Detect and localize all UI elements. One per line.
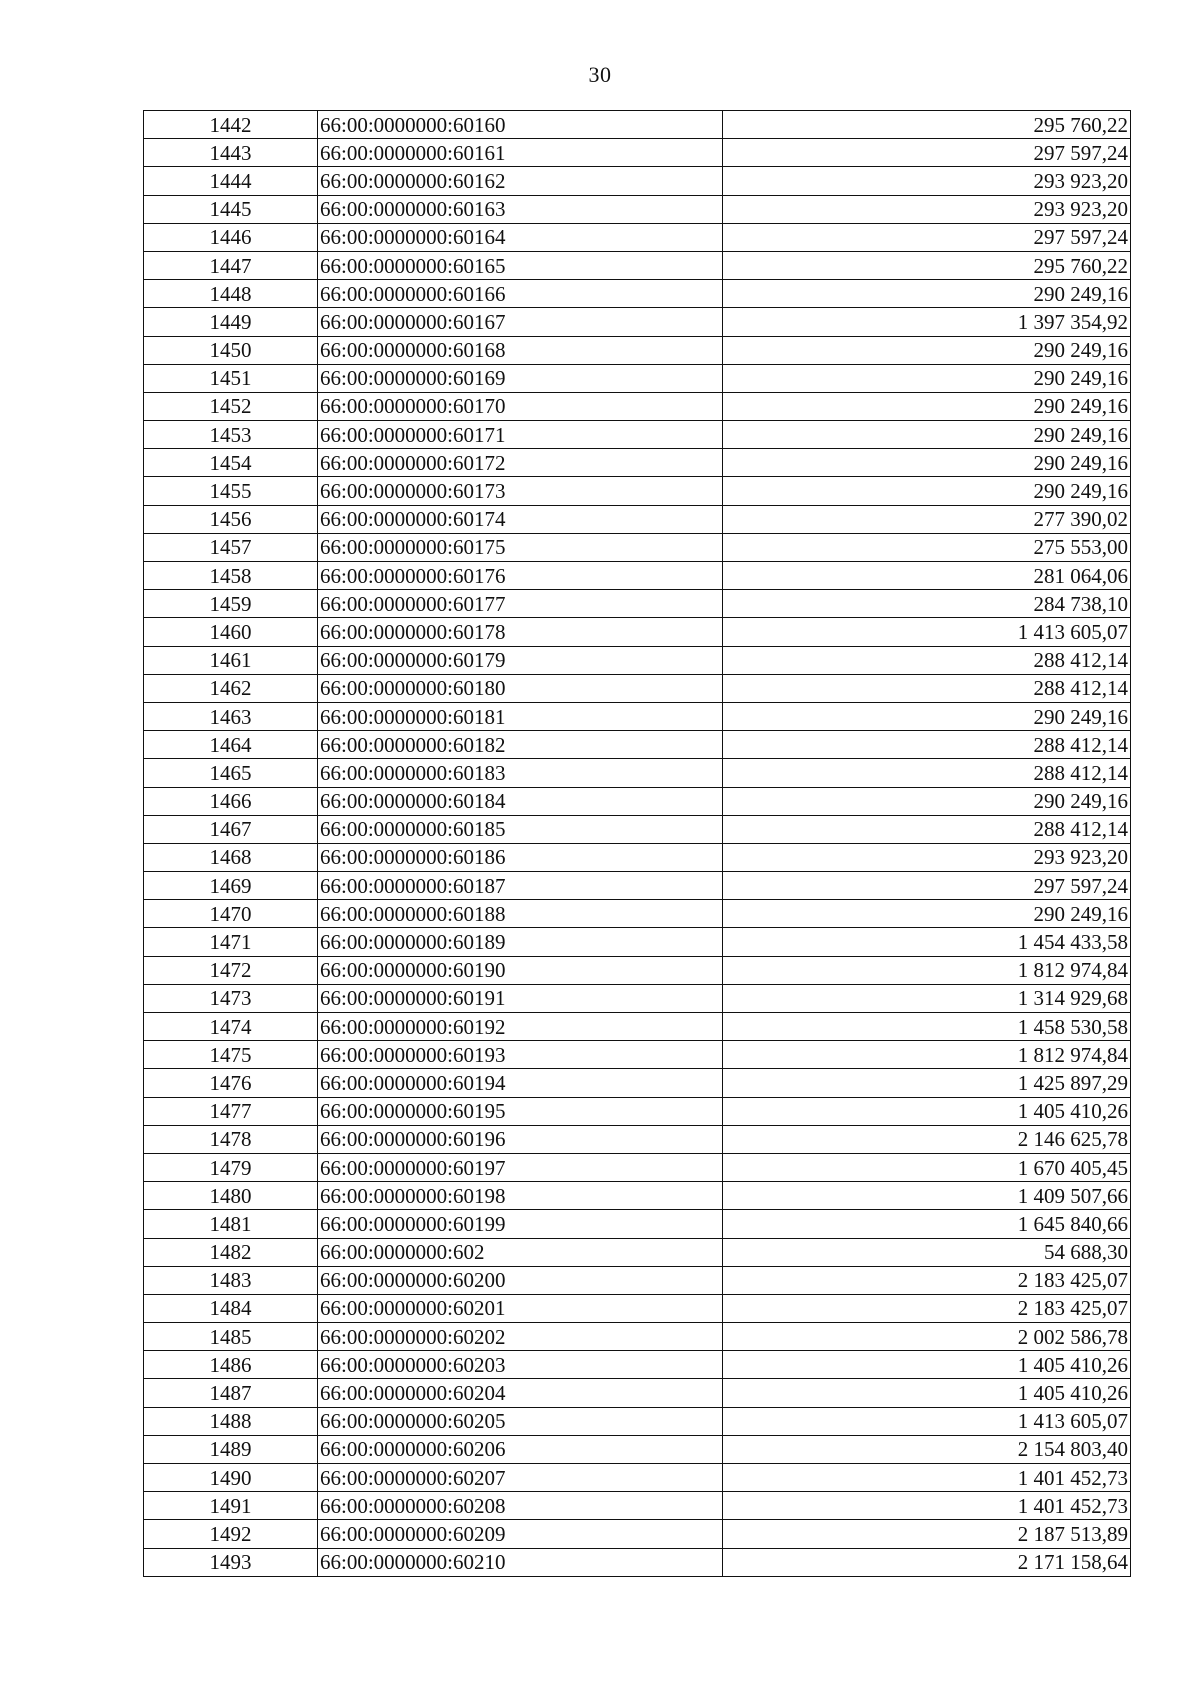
row-number-cell: 1474 (144, 1013, 318, 1041)
row-number-cell: 1459 (144, 590, 318, 618)
cadastral-number-cell: 66:00:0000000:60177 (318, 590, 723, 618)
cadastral-value-cell: 1 812 974,84 (723, 1041, 1131, 1069)
row-number-cell: 1493 (144, 1548, 318, 1576)
cadastral-value-cell: 290 249,16 (723, 392, 1131, 420)
row-number-cell: 1476 (144, 1069, 318, 1097)
table-row (144, 1351, 1131, 1379)
cadastral-value-cell: 293 923,20 (723, 195, 1131, 223)
table-row (144, 139, 1131, 167)
row-number-cell: 1479 (144, 1153, 318, 1181)
table-row (144, 392, 1131, 420)
cadastral-value-cell: 1 413 605,07 (723, 1407, 1131, 1435)
row-number-cell: 1488 (144, 1407, 318, 1435)
cadastral-number-cell: 66:00:0000000:60160 (318, 111, 723, 139)
cadastral-number-cell: 66:00:0000000:60171 (318, 421, 723, 449)
cadastral-number-cell: 66:00:0000000:60166 (318, 280, 723, 308)
cadastral-value-cell: 1 454 433,58 (723, 928, 1131, 956)
cadastral-number-cell: 66:00:0000000:60178 (318, 618, 723, 646)
cadastral-value-cell: 1 425 897,29 (723, 1069, 1131, 1097)
row-number-cell: 1489 (144, 1435, 318, 1463)
row-number-cell: 1471 (144, 928, 318, 956)
cadastral-value-cell: 2 002 586,78 (723, 1323, 1131, 1351)
cadastral-value-cell: 1 314 929,68 (723, 984, 1131, 1012)
row-number-cell: 1455 (144, 477, 318, 505)
row-number-cell: 1475 (144, 1041, 318, 1069)
cadastral-value-cell: 1 405 410,26 (723, 1351, 1131, 1379)
table-row (144, 533, 1131, 561)
cadastral-number-cell: 66:00:0000000:60202 (318, 1323, 723, 1351)
row-number-cell: 1470 (144, 900, 318, 928)
row-number-cell: 1450 (144, 336, 318, 364)
cadastral-number-cell: 66:00:0000000:60203 (318, 1351, 723, 1379)
table-row (144, 872, 1131, 900)
cadastral-value-cell: 295 760,22 (723, 251, 1131, 279)
cadastral-number-cell: 66:00:0000000:60208 (318, 1492, 723, 1520)
table-row (144, 1266, 1131, 1294)
table-row (144, 702, 1131, 730)
cadastral-number-cell: 66:00:0000000:60194 (318, 1069, 723, 1097)
table-row (144, 1013, 1131, 1041)
cadastral-value-cell: 275 553,00 (723, 533, 1131, 561)
row-number-cell: 1466 (144, 787, 318, 815)
row-number-cell: 1448 (144, 280, 318, 308)
cadastral-number-cell: 66:00:0000000:60185 (318, 815, 723, 843)
cadastral-value-cell: 2 183 425,07 (723, 1266, 1131, 1294)
row-number-cell: 1452 (144, 392, 318, 420)
page-number: 30 (588, 62, 612, 87)
row-number-cell: 1447 (144, 251, 318, 279)
cadastral-number-cell: 66:00:0000000:60209 (318, 1520, 723, 1548)
table-row (144, 759, 1131, 787)
row-number-cell: 1484 (144, 1294, 318, 1322)
table-row (144, 251, 1131, 279)
cadastral-value-cell: 288 412,14 (723, 674, 1131, 702)
cadastral-value-cell: 1 405 410,26 (723, 1379, 1131, 1407)
table-row (144, 1407, 1131, 1435)
table-row (144, 1125, 1131, 1153)
cadastral-number-cell: 66:00:0000000:60161 (318, 139, 723, 167)
table-row (144, 984, 1131, 1012)
cadastral-value-cell: 288 412,14 (723, 731, 1131, 759)
table-row (144, 928, 1131, 956)
cadastral-number-cell: 66:00:0000000:60180 (318, 674, 723, 702)
cadastral-value-cell: 290 249,16 (723, 364, 1131, 392)
cadastral-number-cell: 66:00:0000000:60192 (318, 1013, 723, 1041)
cadastral-number-cell: 66:00:0000000:60170 (318, 392, 723, 420)
cadastral-value-cell: 54 688,30 (723, 1238, 1131, 1266)
cadastral-number-cell: 66:00:0000000:602 (318, 1238, 723, 1266)
cadastral-number-cell: 66:00:0000000:60164 (318, 223, 723, 251)
cadastral-value-cell: 1 397 354,92 (723, 308, 1131, 336)
table-row (144, 1041, 1131, 1069)
row-number-cell: 1485 (144, 1323, 318, 1351)
table-row (144, 421, 1131, 449)
table-row (144, 364, 1131, 392)
cadastral-value-cell: 288 412,14 (723, 759, 1131, 787)
cadastral-number-cell: 66:00:0000000:60168 (318, 336, 723, 364)
cadastral-number-cell: 66:00:0000000:60205 (318, 1407, 723, 1435)
cadastral-number-cell: 66:00:0000000:60201 (318, 1294, 723, 1322)
table-row (144, 1464, 1131, 1492)
cadastral-number-cell: 66:00:0000000:60210 (318, 1548, 723, 1576)
row-number-cell: 1486 (144, 1351, 318, 1379)
table-row (144, 1435, 1131, 1463)
cadastral-value-cell: 1 645 840,66 (723, 1210, 1131, 1238)
cadastral-value-cell: 2 187 513,89 (723, 1520, 1131, 1548)
table-row (144, 562, 1131, 590)
table-row (144, 195, 1131, 223)
row-number-cell: 1463 (144, 702, 318, 730)
table-row (144, 477, 1131, 505)
row-number-cell: 1477 (144, 1097, 318, 1125)
table-row (144, 646, 1131, 674)
cadastral-number-cell: 66:00:0000000:60207 (318, 1464, 723, 1492)
cadastral-value-cell: 1 409 507,66 (723, 1182, 1131, 1210)
cadastral-number-cell: 66:00:0000000:60186 (318, 843, 723, 871)
cadastral-number-cell: 66:00:0000000:60167 (318, 308, 723, 336)
table-row (144, 223, 1131, 251)
row-number-cell: 1454 (144, 449, 318, 477)
row-number-cell: 1473 (144, 984, 318, 1012)
table-row (144, 1238, 1131, 1266)
cadastral-value-cell: 293 923,20 (723, 843, 1131, 871)
cadastral-value-cell: 281 064,06 (723, 562, 1131, 590)
cadastral-number-cell: 66:00:0000000:60190 (318, 956, 723, 984)
row-number-cell: 1460 (144, 618, 318, 646)
cadastral-number-cell: 66:00:0000000:60200 (318, 1266, 723, 1294)
table-row (144, 1548, 1131, 1576)
row-number-cell: 1482 (144, 1238, 318, 1266)
cadastral-value-table (143, 110, 1131, 1577)
row-number-cell: 1443 (144, 139, 318, 167)
cadastral-value-cell: 297 597,24 (723, 223, 1131, 251)
row-number-cell: 1462 (144, 674, 318, 702)
row-number-cell: 1467 (144, 815, 318, 843)
cadastral-number-cell: 66:00:0000000:60197 (318, 1153, 723, 1181)
row-number-cell: 1480 (144, 1182, 318, 1210)
cadastral-value-cell: 2 183 425,07 (723, 1294, 1131, 1322)
table-row (144, 1294, 1131, 1322)
cadastral-number-cell: 66:00:0000000:60206 (318, 1435, 723, 1463)
cadastral-number-cell: 66:00:0000000:60169 (318, 364, 723, 392)
cadastral-value-cell: 1 670 405,45 (723, 1153, 1131, 1181)
cadastral-value-cell: 2 146 625,78 (723, 1125, 1131, 1153)
row-number-cell: 1456 (144, 505, 318, 533)
table-row (144, 815, 1131, 843)
cadastral-number-cell: 66:00:0000000:60172 (318, 449, 723, 477)
table-row (144, 787, 1131, 815)
cadastral-value-cell: 288 412,14 (723, 815, 1131, 843)
row-number-cell: 1461 (144, 646, 318, 674)
table-row (144, 1323, 1131, 1351)
table-row (144, 111, 1131, 139)
table-row (144, 900, 1131, 928)
cadastral-value-cell: 295 760,22 (723, 111, 1131, 139)
table-row (144, 167, 1131, 195)
table-row (144, 1182, 1131, 1210)
table-row (144, 1210, 1131, 1238)
row-number-cell: 1469 (144, 872, 318, 900)
table-row (144, 1069, 1131, 1097)
table-row (144, 1379, 1131, 1407)
row-number-cell: 1468 (144, 843, 318, 871)
row-number-cell: 1464 (144, 731, 318, 759)
cadastral-number-cell: 66:00:0000000:60184 (318, 787, 723, 815)
cadastral-number-cell: 66:00:0000000:60174 (318, 505, 723, 533)
row-number-cell: 1483 (144, 1266, 318, 1294)
cadastral-value-cell: 1 812 974,84 (723, 956, 1131, 984)
cadastral-value-cell: 2 171 158,64 (723, 1548, 1131, 1576)
cadastral-number-cell: 66:00:0000000:60189 (318, 928, 723, 956)
table-row (144, 956, 1131, 984)
cadastral-number-cell: 66:00:0000000:60196 (318, 1125, 723, 1153)
cadastral-number-cell: 66:00:0000000:60198 (318, 1182, 723, 1210)
cadastral-number-cell: 66:00:0000000:60173 (318, 477, 723, 505)
row-number-cell: 1444 (144, 167, 318, 195)
table-row (144, 1153, 1131, 1181)
row-number-cell: 1445 (144, 195, 318, 223)
table-row (144, 1097, 1131, 1125)
cadastral-value-cell: 290 249,16 (723, 702, 1131, 730)
cadastral-number-cell: 66:00:0000000:60176 (318, 562, 723, 590)
cadastral-value-cell: 290 249,16 (723, 421, 1131, 449)
table-row (144, 590, 1131, 618)
cadastral-value-cell: 293 923,20 (723, 167, 1131, 195)
row-number-cell: 1481 (144, 1210, 318, 1238)
cadastral-value-cell: 290 249,16 (723, 280, 1131, 308)
cadastral-number-cell: 66:00:0000000:60195 (318, 1097, 723, 1125)
cadastral-value-cell: 1 401 452,73 (723, 1464, 1131, 1492)
cadastral-number-cell: 66:00:0000000:60181 (318, 702, 723, 730)
table-row (144, 505, 1131, 533)
cadastral-number-cell: 66:00:0000000:60182 (318, 731, 723, 759)
row-number-cell: 1491 (144, 1492, 318, 1520)
row-number-cell: 1458 (144, 562, 318, 590)
cadastral-value-cell: 290 249,16 (723, 787, 1131, 815)
cadastral-number-cell: 66:00:0000000:60175 (318, 533, 723, 561)
row-number-cell: 1446 (144, 223, 318, 251)
row-number-cell: 1442 (144, 111, 318, 139)
cadastral-number-cell: 66:00:0000000:60204 (318, 1379, 723, 1407)
cadastral-value-cell: 277 390,02 (723, 505, 1131, 533)
table-row (144, 618, 1131, 646)
cadastral-number-cell: 66:00:0000000:60193 (318, 1041, 723, 1069)
cadastral-value-cell: 1 405 410,26 (723, 1097, 1131, 1125)
row-number-cell: 1465 (144, 759, 318, 787)
cadastral-number-cell: 66:00:0000000:60179 (318, 646, 723, 674)
cadastral-number-cell: 66:00:0000000:60191 (318, 984, 723, 1012)
cadastral-number-cell: 66:00:0000000:60163 (318, 195, 723, 223)
cadastral-value-cell: 1 458 530,58 (723, 1013, 1131, 1041)
cadastral-value-cell: 1 413 605,07 (723, 618, 1131, 646)
table-body (144, 111, 1131, 1577)
table-row (144, 843, 1131, 871)
cadastral-number-cell: 66:00:0000000:60188 (318, 900, 723, 928)
row-number-cell: 1451 (144, 364, 318, 392)
row-number-cell: 1478 (144, 1125, 318, 1153)
table-row (144, 731, 1131, 759)
row-number-cell: 1487 (144, 1379, 318, 1407)
cadastral-value-cell: 290 249,16 (723, 336, 1131, 364)
row-number-cell: 1490 (144, 1464, 318, 1492)
cadastral-value-cell: 2 154 803,40 (723, 1435, 1131, 1463)
cadastral-number-cell: 66:00:0000000:60199 (318, 1210, 723, 1238)
row-number-cell: 1492 (144, 1520, 318, 1548)
cadastral-value-cell: 284 738,10 (723, 590, 1131, 618)
table-row (144, 1492, 1131, 1520)
row-number-cell: 1453 (144, 421, 318, 449)
cadastral-value-cell: 297 597,24 (723, 139, 1131, 167)
row-number-cell: 1449 (144, 308, 318, 336)
row-number-cell: 1457 (144, 533, 318, 561)
cadastral-value-cell: 297 597,24 (723, 872, 1131, 900)
cadastral-value-cell: 290 249,16 (723, 449, 1131, 477)
cadastral-number-cell: 66:00:0000000:60165 (318, 251, 723, 279)
table-row (144, 674, 1131, 702)
cadastral-value-cell: 288 412,14 (723, 646, 1131, 674)
cadastral-value-cell: 290 249,16 (723, 477, 1131, 505)
cadastral-value-cell: 1 401 452,73 (723, 1492, 1131, 1520)
table-row (144, 308, 1131, 336)
cadastral-number-cell: 66:00:0000000:60162 (318, 167, 723, 195)
cadastral-number-cell: 66:00:0000000:60187 (318, 872, 723, 900)
table-row (144, 280, 1131, 308)
table-row (144, 1520, 1131, 1548)
table-row (144, 336, 1131, 364)
row-number-cell: 1472 (144, 956, 318, 984)
table-row (144, 449, 1131, 477)
cadastral-value-cell: 290 249,16 (723, 900, 1131, 928)
cadastral-number-cell: 66:00:0000000:60183 (318, 759, 723, 787)
